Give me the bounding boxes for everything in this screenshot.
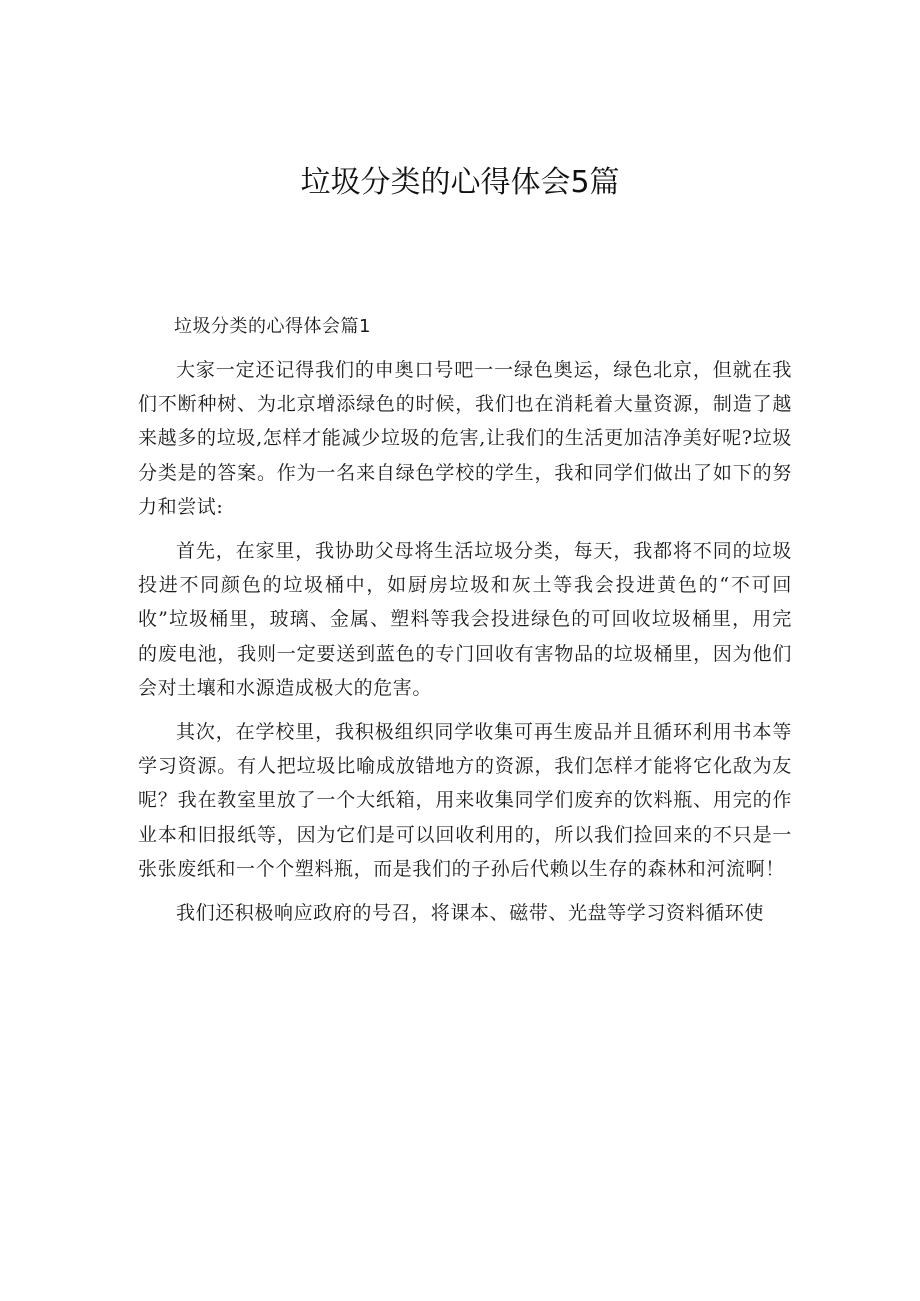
document-title: 垃圾分类的心得体会5篇 bbox=[300, 165, 620, 200]
document-body bbox=[138, 312, 792, 930]
paragraph-2: 首先，在家里，我协助父母将生活垃圾分类，每天，我都将不同的垃圾投进不同颜色的垃圾桶中，如厨房垃圾和灰土等我会投进黄色的“不可回收”垃圾桶里，玻璃、金属、塑料等我会投进绿色的可回收垃圾桶里，用完的废电池，我则一定要送到蓝色的专门回收有害物品的垃圾桶里，因为他们会对土壤和水源造成极大的危害。 bbox=[138, 540, 792, 699]
paragraph-4: 我们还积极响应政府的号召，将课本、磁带、光盘等学习资料循环使 bbox=[176, 902, 765, 925]
paragraph-3: 其次，在学校里，我积极组织同学收集可再生废品并且循环利用书本等学习资源。有人把垃圾比喻成放错地方的资源，我们怎样才能将它化敌为友呢？我在教室里放了一个大纸箱，用来收集同学们废弃的饮料瓶、用完的作业本和旧报纸等，因为它们是可以回收利用的，所以我们捡回来的不只是一张张废纸和一个个塑料瓶，而是我们的子孙后代赖以生存的森林和河流啊！ bbox=[138, 721, 792, 880]
section-heading: 垃圾分类的心得体会篇1 bbox=[174, 316, 371, 337]
paragraph-1: 大家一定还记得我们的申奥口号吧一一绿色奥运，绿色北京，但就在我们不断种树、为北京增添绿色的时候，我们也在消耗着大量资源，制造了越来越多的垃圾,怎样才能减少垃圾的危害,让我们的生活更加洁净美好呢?垃圾分类是的答案。作为一名来自绿色学校的学生，我和同学们做出了如下的努力和尝试: bbox=[138, 359, 792, 518]
